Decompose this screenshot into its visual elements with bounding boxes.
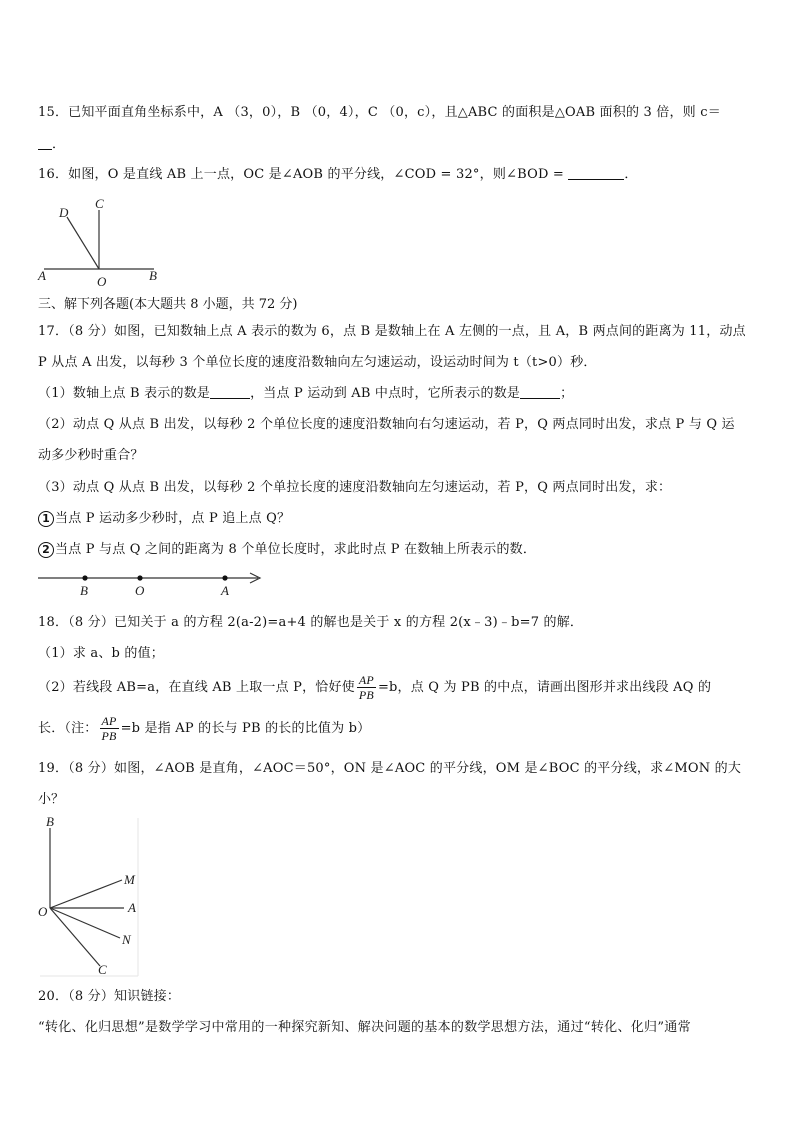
q19-label-a: A bbox=[128, 900, 136, 915]
q19-line2: 小？ bbox=[38, 792, 65, 807]
q18-part2 bbox=[38, 672, 711, 704]
q15-line2 bbox=[38, 136, 65, 154]
circled-number-1: 1 bbox=[38, 511, 54, 527]
q17-part1 bbox=[38, 385, 573, 403]
q17-part2-line1: （2）动点 Q 从点 B 出发，以每秒 2 个单位长度的速度沿数轴向右匀速运动，若 P，Q 两点同时出发，求点 P 与 Q 运 bbox=[38, 417, 735, 432]
q17-part1-a: （1）数轴上点 B 表示的数是 bbox=[38, 386, 211, 401]
q17-part2-line2: 动多少秒时重合？ bbox=[38, 448, 144, 463]
q18-note-a: 长．（注： bbox=[38, 721, 98, 736]
q17-sub1-text: 当点 P 运动多少秒时，点 P 追上点 Q？ bbox=[55, 511, 291, 526]
section3-heading: 三、解下列各题(本大题共 8 小题，共 72 分) bbox=[38, 297, 298, 312]
q17-point-b bbox=[82, 575, 87, 580]
q17-sub2-text: 当点 P 与点 Q 之间的距离为 8 个单位长度时，求此时点 P 在数轴上所表示的数． bbox=[55, 542, 537, 557]
q18-note-frac-num: AP bbox=[101, 714, 117, 728]
q16-ray-od bbox=[67, 217, 99, 269]
q15-line2-end: ． bbox=[52, 137, 66, 152]
q18-note-frac-den: PB bbox=[101, 729, 117, 743]
q17-line2: P 从点 A 出发，以每秒 3 个单位长度的速度沿数轴向左匀速运动，设运动时间为 t（t>0）秒． bbox=[38, 355, 597, 370]
q19-label-m: M bbox=[124, 872, 135, 887]
q15-line1: 15．已知平面直角坐标系中，A （3，0），B （0，4），C （0，c），且△ABC 的面积是△OAB 面积的 3 倍，则 c＝ bbox=[38, 105, 721, 120]
q18-part2-a: （2）若线段 AB=a，在直线 AB 上取一点 P，恰好使 bbox=[38, 680, 355, 695]
q19-label-n: N bbox=[122, 932, 131, 947]
q17-blank-b[interactable] bbox=[210, 385, 250, 399]
q16-angle-figure bbox=[36, 196, 166, 292]
q18-line1: 18．（8 分）已知关于 a 的方程 2(a-2)=a+4 的解也是关于 x 的方程 2(x﹣3)﹣b=7 的解． bbox=[38, 615, 584, 630]
q18-note bbox=[38, 713, 370, 745]
q16-label-b: B bbox=[149, 268, 157, 283]
q17-label-b: B bbox=[80, 583, 88, 598]
q17-part3: （3）动点 Q 从点 B 出发，以每秒 2 个单拉长度的速度沿数轴向左匀速运动，若 P，Q 两点同时出发，求： bbox=[38, 480, 672, 495]
q16-label-c: C bbox=[95, 196, 104, 211]
q17-number-line-figure bbox=[36, 566, 268, 598]
q17-blank-mid[interactable] bbox=[520, 385, 560, 399]
q17-sub2 bbox=[38, 541, 536, 559]
q18-frac-num: AP bbox=[358, 673, 374, 687]
q16-label-a: A bbox=[38, 268, 46, 283]
q16-answer-blank[interactable] bbox=[568, 166, 624, 180]
q19-ray-oc bbox=[50, 908, 100, 966]
q19-line1: 19．（8 分）如图，∠AOB 是直角，∠AOC＝50°，ON 是∠AOC 的平分线，OM 是∠BOC 的平分线，求∠MON 的大 bbox=[38, 761, 742, 776]
q17-point-o bbox=[137, 575, 142, 580]
q16-text: 16．如图，O 是直线 AB 上一点，OC 是∠AOB 的平分线，∠COD = 32°，则∠BOD = bbox=[38, 167, 565, 182]
q20-line1: 20．（8 分）知识链接： bbox=[38, 989, 181, 1004]
q17-part1-b: ，当点 P 运动到 AB 中点时，它所表示的数是 bbox=[250, 386, 521, 401]
q16-label-d: D bbox=[59, 205, 69, 220]
q17-sub1 bbox=[38, 510, 290, 528]
q17-label-a: A bbox=[221, 583, 229, 598]
q19-ray-on bbox=[50, 908, 120, 938]
circled-number-2: 2 bbox=[38, 542, 54, 558]
q19-label-c: C bbox=[98, 962, 107, 977]
q17-part1-c: ； bbox=[560, 386, 574, 401]
q18-part1: （1）求 a、b 的值； bbox=[38, 646, 165, 661]
q18-part2-b: =b，点 Q 为 PB 的中点，请画出图形并求出线段 AQ 的 bbox=[377, 680, 712, 695]
q18-note-b: =b 是指 AP 的长与 PB 的长的比值为 b） bbox=[120, 721, 371, 736]
q17-point-a bbox=[222, 575, 227, 580]
q16-label-o: O bbox=[97, 274, 107, 289]
q19-label-b: B bbox=[46, 814, 54, 829]
q18-fraction-ap-pb bbox=[357, 673, 376, 702]
q18-frac-den: PB bbox=[358, 688, 374, 702]
q19-label-o: O bbox=[38, 904, 48, 919]
q18-fraction-note bbox=[100, 714, 119, 743]
q17-line1: 17．（8 分）如图，已知数轴上点 A 表示的数为 6，点 B 是数轴上在 A 左侧的一点，且 A，B 两点间的距离为 11，动点 bbox=[38, 324, 746, 339]
q19-angle-figure bbox=[34, 814, 144, 980]
q16-end: ． bbox=[624, 167, 638, 182]
q20-line2: “转化、化归思想”是数学学习中常用的一种探究新知、解决问题的基本的数学思想方法，通过“转化、化归”通常 bbox=[38, 1020, 691, 1035]
q15-answer-blank[interactable] bbox=[38, 136, 52, 150]
q17-label-o: O bbox=[135, 583, 145, 598]
q16-text-line bbox=[38, 166, 638, 184]
q19-ray-om bbox=[50, 880, 122, 908]
